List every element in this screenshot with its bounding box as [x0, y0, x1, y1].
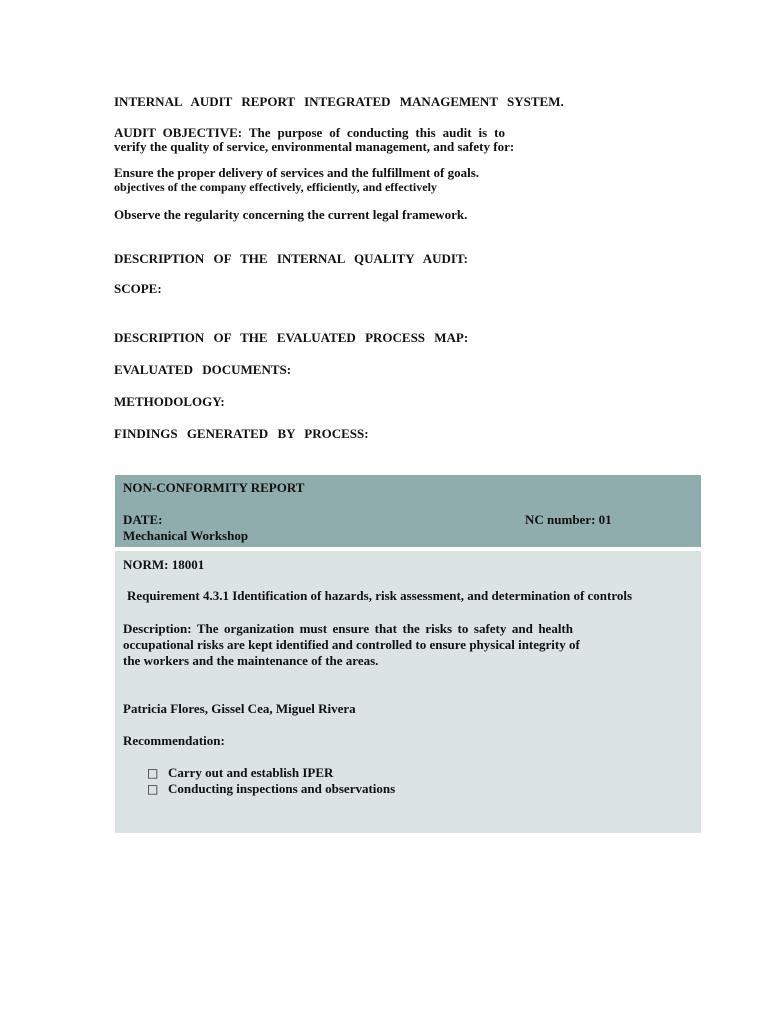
ensure-line1: Ensure the proper delivery of services and the fulfillment of goals.	[114, 165, 480, 180]
nc-description-line2: occupational risks are kept identified and controlled to ensure physical integrity of	[123, 637, 580, 652]
section-scope: SCOPE:	[114, 281, 162, 296]
section-description-internal: DESCRIPTION OF THE INTERNAL QUALITY AUDIT:	[114, 251, 468, 266]
checkbox-icon: □	[147, 766, 159, 780]
audit-objective-line1: AUDIT OBJECTIVE: The purpose of conducting this audit is to	[114, 125, 505, 140]
audit-objective-line2: verify the quality of service, environmental management, and safety for:	[114, 139, 515, 154]
nc-recommendation-label: Recommendation:	[123, 733, 225, 748]
nc-description-line1: Description: The organization must ensure that the risks to safety and health	[123, 621, 573, 636]
report-title: INTERNAL AUDIT REPORT INTEGRATED MANAGEMENT SYSTEM.	[114, 94, 564, 109]
nc-date-label: DATE:	[123, 512, 163, 527]
nc-description-line3: the workers and the maintenance of the areas.	[123, 653, 379, 668]
section-documents: EVALUATED DOCUMENTS:	[114, 362, 292, 377]
checkbox-icon: □	[147, 782, 159, 796]
nc-title: NON-CONFORMITY REPORT	[123, 480, 305, 495]
nc-requirement: Requirement 4.3.1 Identification of hazards, risk assessment, and determination of controls	[127, 588, 633, 603]
recommendation-item: Carry out and establish IPER	[168, 765, 334, 780]
nc-area: Mechanical Workshop	[123, 528, 249, 543]
nc-auditors: Patricia Flores, Gissel Cea, Miguel Rivera	[123, 701, 356, 716]
section-findings: FINDINGS GENERATED BY PROCESS:	[114, 426, 369, 441]
nc-number: NC number: 01	[525, 512, 612, 527]
section-methodology: METHODOLOGY:	[114, 394, 225, 409]
nc-norm: NORM: 18001	[123, 557, 205, 572]
section-process-map: DESCRIPTION OF THE EVALUATED PROCESS MAP:	[114, 330, 469, 345]
recommendation-item: Conducting inspections and observations	[168, 781, 396, 796]
ensure-line2: objectives of the company effectively, efficiently, and effectively	[114, 180, 437, 194]
observe-line: Observe the regularity concerning the current legal framework.	[114, 207, 468, 222]
